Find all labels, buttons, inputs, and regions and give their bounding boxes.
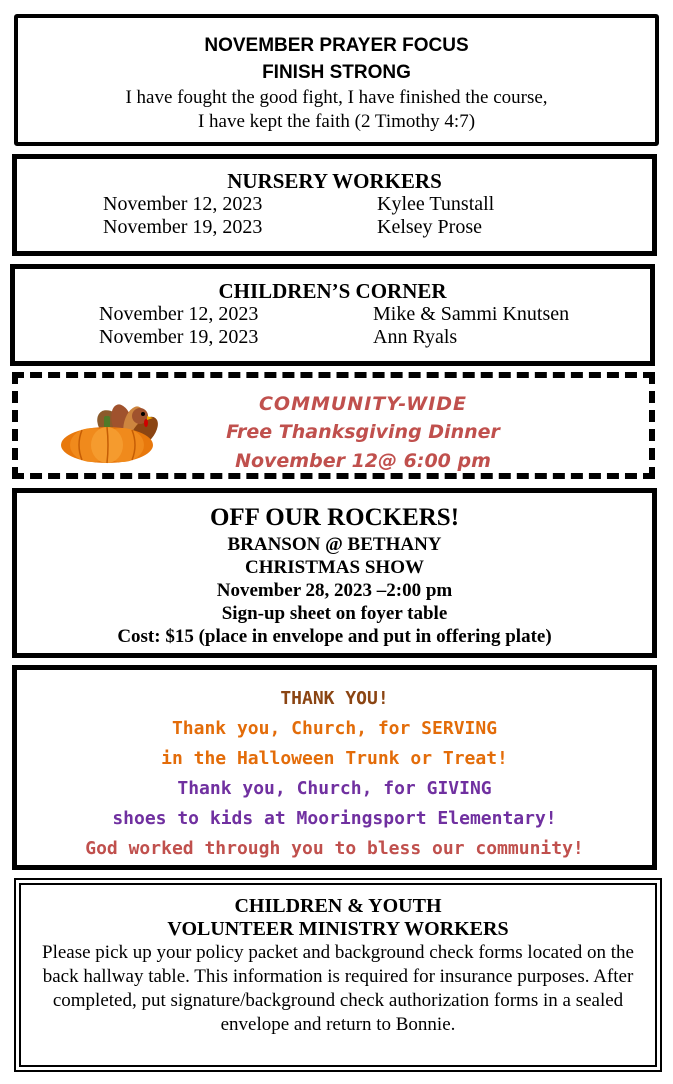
schedule-name: Mike & Sammi Knutsen	[373, 303, 570, 325]
schedule-name: Kelsey Prose	[377, 216, 482, 238]
rockers-line-1: BRANSON @ BETHANY	[227, 534, 442, 555]
schedule-date: November 19, 2023	[103, 216, 263, 238]
schedule-name: Ann Ryals	[373, 326, 458, 348]
thanks-line-4: shoes to kids at Mooringsport Elementary!	[112, 808, 557, 829]
schedule-date: November 12, 2023	[103, 193, 263, 215]
volunteer-title-1: CHILDREN & YOUTH	[234, 895, 442, 917]
prayer-subheading: FINISH STRONG	[262, 62, 411, 83]
schedule-row	[17, 193, 652, 216]
schedule-name: Kylee Tunstall	[377, 193, 495, 215]
schedule-row	[15, 303, 650, 326]
community-line-3: November 12@ 6:00 pm	[235, 450, 491, 472]
community-dinner-text	[168, 390, 558, 476]
nursery-workers-box	[12, 154, 657, 256]
prayer-focus-box	[14, 14, 659, 146]
childrens-corner-title: CHILDREN’S CORNER	[218, 279, 447, 303]
prayer-verse-line-2: I have kept the faith (2 Timothy 4:7)	[197, 111, 476, 132]
rockers-line-3: November 28, 2023 –2:00 pm	[216, 580, 453, 601]
thanks-line-2: in the Halloween Trunk or Treat!	[161, 748, 508, 769]
thanks-line-5: God worked through you to bless our community!	[85, 838, 584, 859]
schedule-row	[17, 216, 652, 239]
community-line-1: COMMUNITY-WIDE	[258, 393, 468, 415]
rockers-line-2: CHRISTMAS SHOW	[245, 557, 424, 578]
volunteer-body: Please pick up your policy packet and background check forms located on the back hallway table. This information is required for insurance purposes. After completed, put signature/background check authorization forms in a sealed envelope and return to Bonnie.	[42, 942, 634, 1035]
prayer-heading: NOVEMBER PRAYER FOCUS	[204, 35, 469, 56]
thanks-line-3: Thank you, Church, for GIVING	[177, 778, 492, 799]
thanks-line-1: Thank you, Church, for SERVING	[171, 718, 498, 739]
schedule-date: November 19, 2023	[99, 326, 259, 348]
volunteer-inner-frame	[19, 883, 657, 1067]
schedule-date: November 12, 2023	[99, 303, 259, 325]
volunteer-workers-box	[14, 878, 662, 1072]
nursery-title: NURSERY WORKERS	[227, 169, 442, 193]
thank-you-box	[12, 665, 657, 870]
rockers-line-4: Sign-up sheet on foyer table	[221, 603, 448, 624]
schedule-row	[15, 326, 650, 349]
community-line-2: Free Thanksgiving Dinner	[226, 421, 500, 443]
community-dinner-box	[12, 372, 655, 479]
volunteer-title-2: VOLUNTEER MINISTRY WORKERS	[167, 918, 509, 940]
pumpkin-turkey-icon	[52, 404, 164, 464]
thanks-title: THANK YOU!	[280, 688, 389, 709]
rockers-title: OFF OUR ROCKERS!	[209, 504, 460, 531]
rockers-line-5: Cost: $15 (place in envelope and put in offering plate)	[117, 626, 552, 647]
off-our-rockers-box	[12, 488, 657, 658]
childrens-corner-box	[10, 264, 655, 366]
prayer-verse-line-1: I have fought the good fight, I have finished the course,	[125, 87, 548, 108]
